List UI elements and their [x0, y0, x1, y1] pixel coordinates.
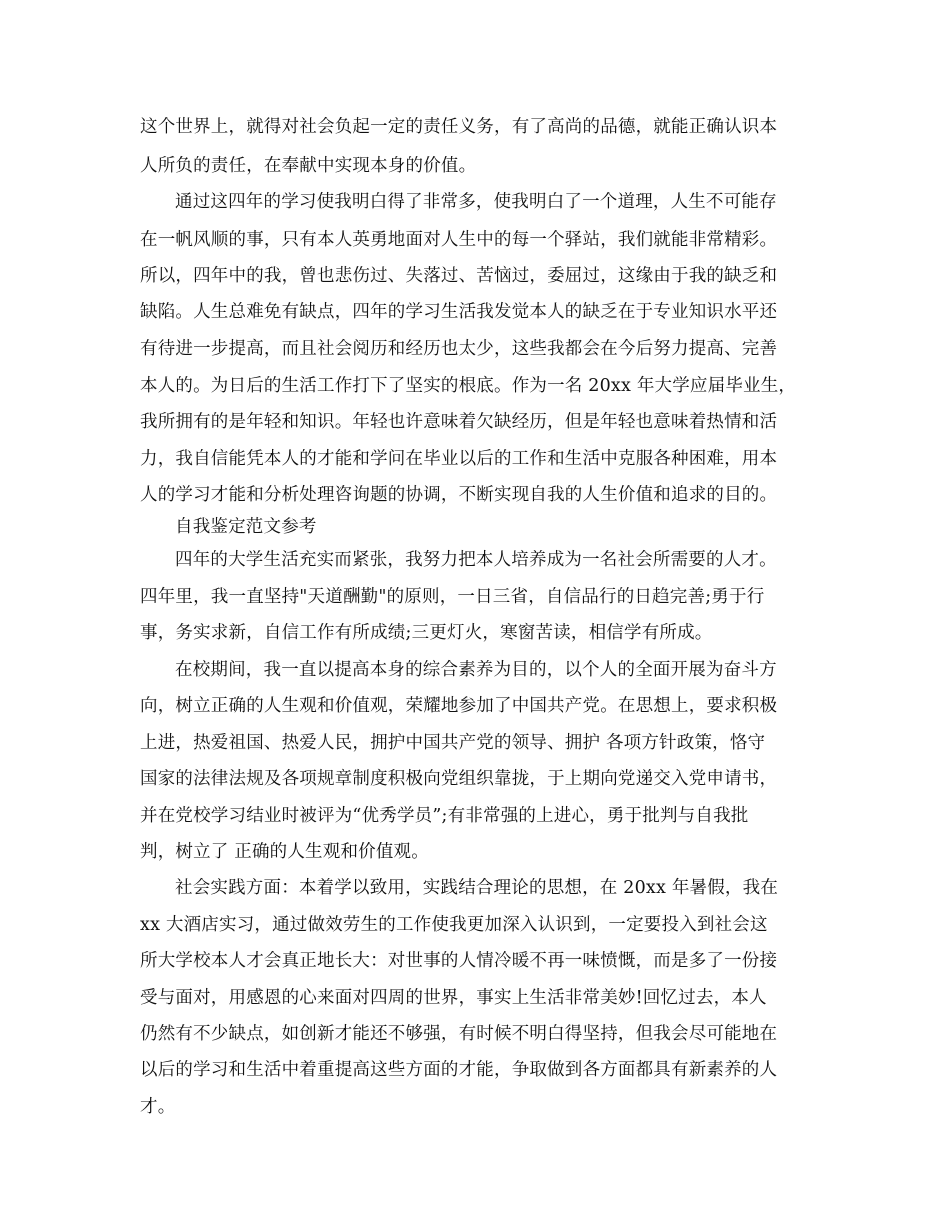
text-line: 四年的大学生活充实而紧张，我努力把本人培养成为一名社会所需要的人才。	[175, 550, 777, 570]
text-line: 缺陷。人生总难免有缺点，四年的学习生活我发觉本人的缺乏在于专业知识水平还	[140, 302, 778, 322]
text-line: 向，树立正确的人生观和价值观，荣耀地参加了中国共产党。在思想上，要求积极	[140, 696, 778, 716]
text-line: 力，我自信能凭本人的才能和学问在毕业以后的工作和生活中克服各种困难，用本	[140, 449, 778, 469]
text-line: 判，树立了 正确的人生观和价值观。	[140, 842, 429, 862]
text-line: 人的学习才能和分析处理咨询题的协调，不断实现自我的人生价值和追求的目的。	[140, 485, 778, 505]
text-line: 才。	[140, 1097, 176, 1117]
text-line: xx 大酒店实习，通过做效劳生的工作使我更加深入认识到，一定要投入到社会这	[140, 915, 768, 935]
text-line: 在一帆风顺的事，只有本人英勇地面对人生中的每一个驿站，我们就能非常精彩。	[140, 230, 778, 250]
text-line: 本人的。为日后的生活工作打下了坚实的根底。作为一名 20xx 年大学应届毕业生，	[140, 376, 797, 396]
text-line: 有待进一步提高，而且社会阅历和经历也太少，这些我都会在今后努力提高、完善	[140, 339, 778, 359]
text-line: 所大学校本人才会真正地长大：对世事的人情冷暖不再一味愤慨，而是多了一份接	[140, 951, 778, 971]
text-line: 并在党校学习结业时被评为“优秀学员”;有非常强的上进心，勇于批判与自我批	[140, 806, 749, 826]
section-heading: 自我鉴定范文参考	[175, 517, 317, 537]
text-line: 这个世界上，就得对社会负起一定的责任义务，有了高尚的品德，就能正确认识本	[140, 117, 778, 137]
text-line: 事，务实求新，自信工作有所成绩;三更灯火，寒窗苦读，相信学有所成。	[140, 623, 713, 643]
text-line: 仍然有不少缺点，如创新才能还不够强，有时候不明白得坚持，但我会尽可能地在	[140, 1024, 778, 1044]
text-line: 以后的学习和生活中着重提高这些方面的才能，争取做到各方面都具有新素养的人	[140, 1060, 778, 1080]
text-line: 通过这四年的学习使我明白得了非常多，使我明白了一个道理，人生不可能存	[175, 192, 777, 212]
text-line: 所以，四年中的我，曾也悲伤过、失落过、苦恼过，委屈过，这缘由于我的缺乏和	[140, 266, 778, 286]
text-line: 四年里，我一直坚持"天道酬勤"的原则，一日三省，自信品行的日趋完善;勇于行	[140, 587, 765, 607]
text-line: 社会实践方面：本着学以致用，实践结合理论的思想，在 20xx 年暑假，我在	[175, 878, 779, 898]
text-line: 人所负的责任，在奉献中实现本身的价值。	[140, 156, 477, 176]
text-line: 国家的法律法规及各项规章制度积极向党组织靠拢，于上期向党递交入党申请书，	[140, 769, 778, 789]
text-line: 我所拥有的是年轻和知识。年轻也许意味着欠缺经历，但是年轻也意味着热情和活	[140, 412, 778, 432]
text-line: 上进，热爱祖国、热爱人民，拥护中国共产党的领导、拥护 各项方针政策，恪守	[140, 733, 766, 753]
text-line: 在校期间，我一直以提高本身的综合素养为目的，以个人的全面开展为奋斗方	[175, 660, 777, 680]
text-line: 受与面对，用感恩的心来面对四周的世界，事实上生活非常美妙!回忆过去，本人	[140, 988, 767, 1008]
